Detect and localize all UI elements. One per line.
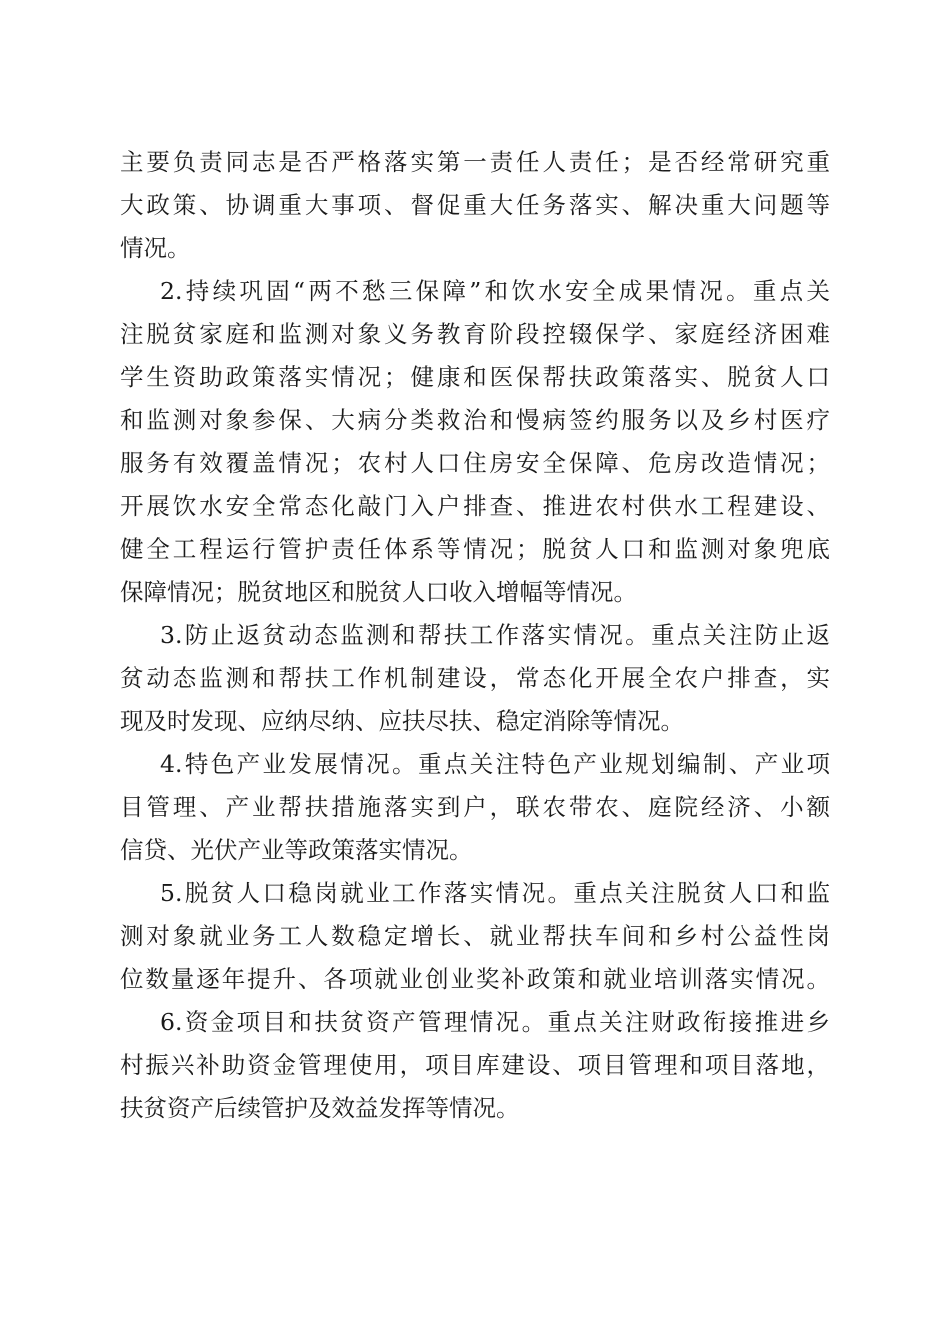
text-line: 学生资助政策落实情况；健康和医保帮扶政策落实、脱贫人口	[120, 363, 830, 391]
paragraph-6-heading: 6.资金项目和扶贫资产管理情况。重点关注财政衔接推进乡	[160, 1008, 830, 1036]
text-line: 情况。	[120, 234, 191, 262]
text-line: 和监测对象参保、大病分类救治和慢病签约服务以及乡村医疗	[120, 406, 830, 434]
text-line: 测对象就业务工人数稳定增长、就业帮扶车间和乡村公益性岗	[120, 922, 830, 950]
text-line: 目管理、产业帮扶措施落实到户，联农带农、庭院经济、小额	[120, 793, 830, 821]
paragraph-2-heading: 2.持续巩固“两不愁三保障”和饮水安全成果情况。重点关	[160, 277, 830, 305]
text-line: 村振兴补助资金管理使用，项目库建设、项目管理和项目落地，	[120, 1051, 830, 1079]
text-line: 健全工程运行管护责任体系等情况；脱贫人口和监测对象兜底	[120, 535, 830, 563]
paragraph-3-heading: 3.防止返贫动态监测和帮扶工作落实情况。重点关注防止返	[160, 621, 830, 649]
paragraph-5-heading: 5.脱贫人口稳岗就业工作落实情况。重点关注脱贫人口和监	[160, 879, 830, 907]
text-line: 现及时发现、应纳尽纳、应扶尽扶、稳定消除等情况。	[120, 707, 684, 735]
paragraph-4-heading: 4.特色产业发展情况。重点关注特色产业规划编制、产业项	[160, 750, 830, 778]
text-line: 主要负责同志是否严格落实第一责任人责任；是否经常研究重	[120, 148, 830, 176]
text-line: 贫动态监测和帮扶工作机制建设，常态化开展全农户排查，实	[120, 664, 830, 692]
text-line: 扶贫资产后续管护及效益发挥等情况。	[120, 1094, 520, 1122]
text-line: 大政策、协调重大事项、督促重大任务落实、解决重大问题等	[120, 191, 830, 219]
text-line: 服务有效覆盖情况；农村人口住房安全保障、危房改造情况；	[120, 449, 830, 477]
text-line: 注脱贫家庭和监测对象义务教育阶段控辍保学、家庭经济困难	[120, 320, 830, 348]
text-line: 位数量逐年提升、各项就业创业奖补政策和就业培训落实情况。	[120, 965, 830, 993]
text-line: 信贷、光伏产业等政策落实情况。	[120, 836, 473, 864]
text-line: 保障情况；脱贫地区和脱贫人口收入增幅等情况。	[120, 578, 637, 606]
text-line: 开展饮水安全常态化敲门入户排查、推进农村供水工程建设、	[120, 492, 830, 520]
